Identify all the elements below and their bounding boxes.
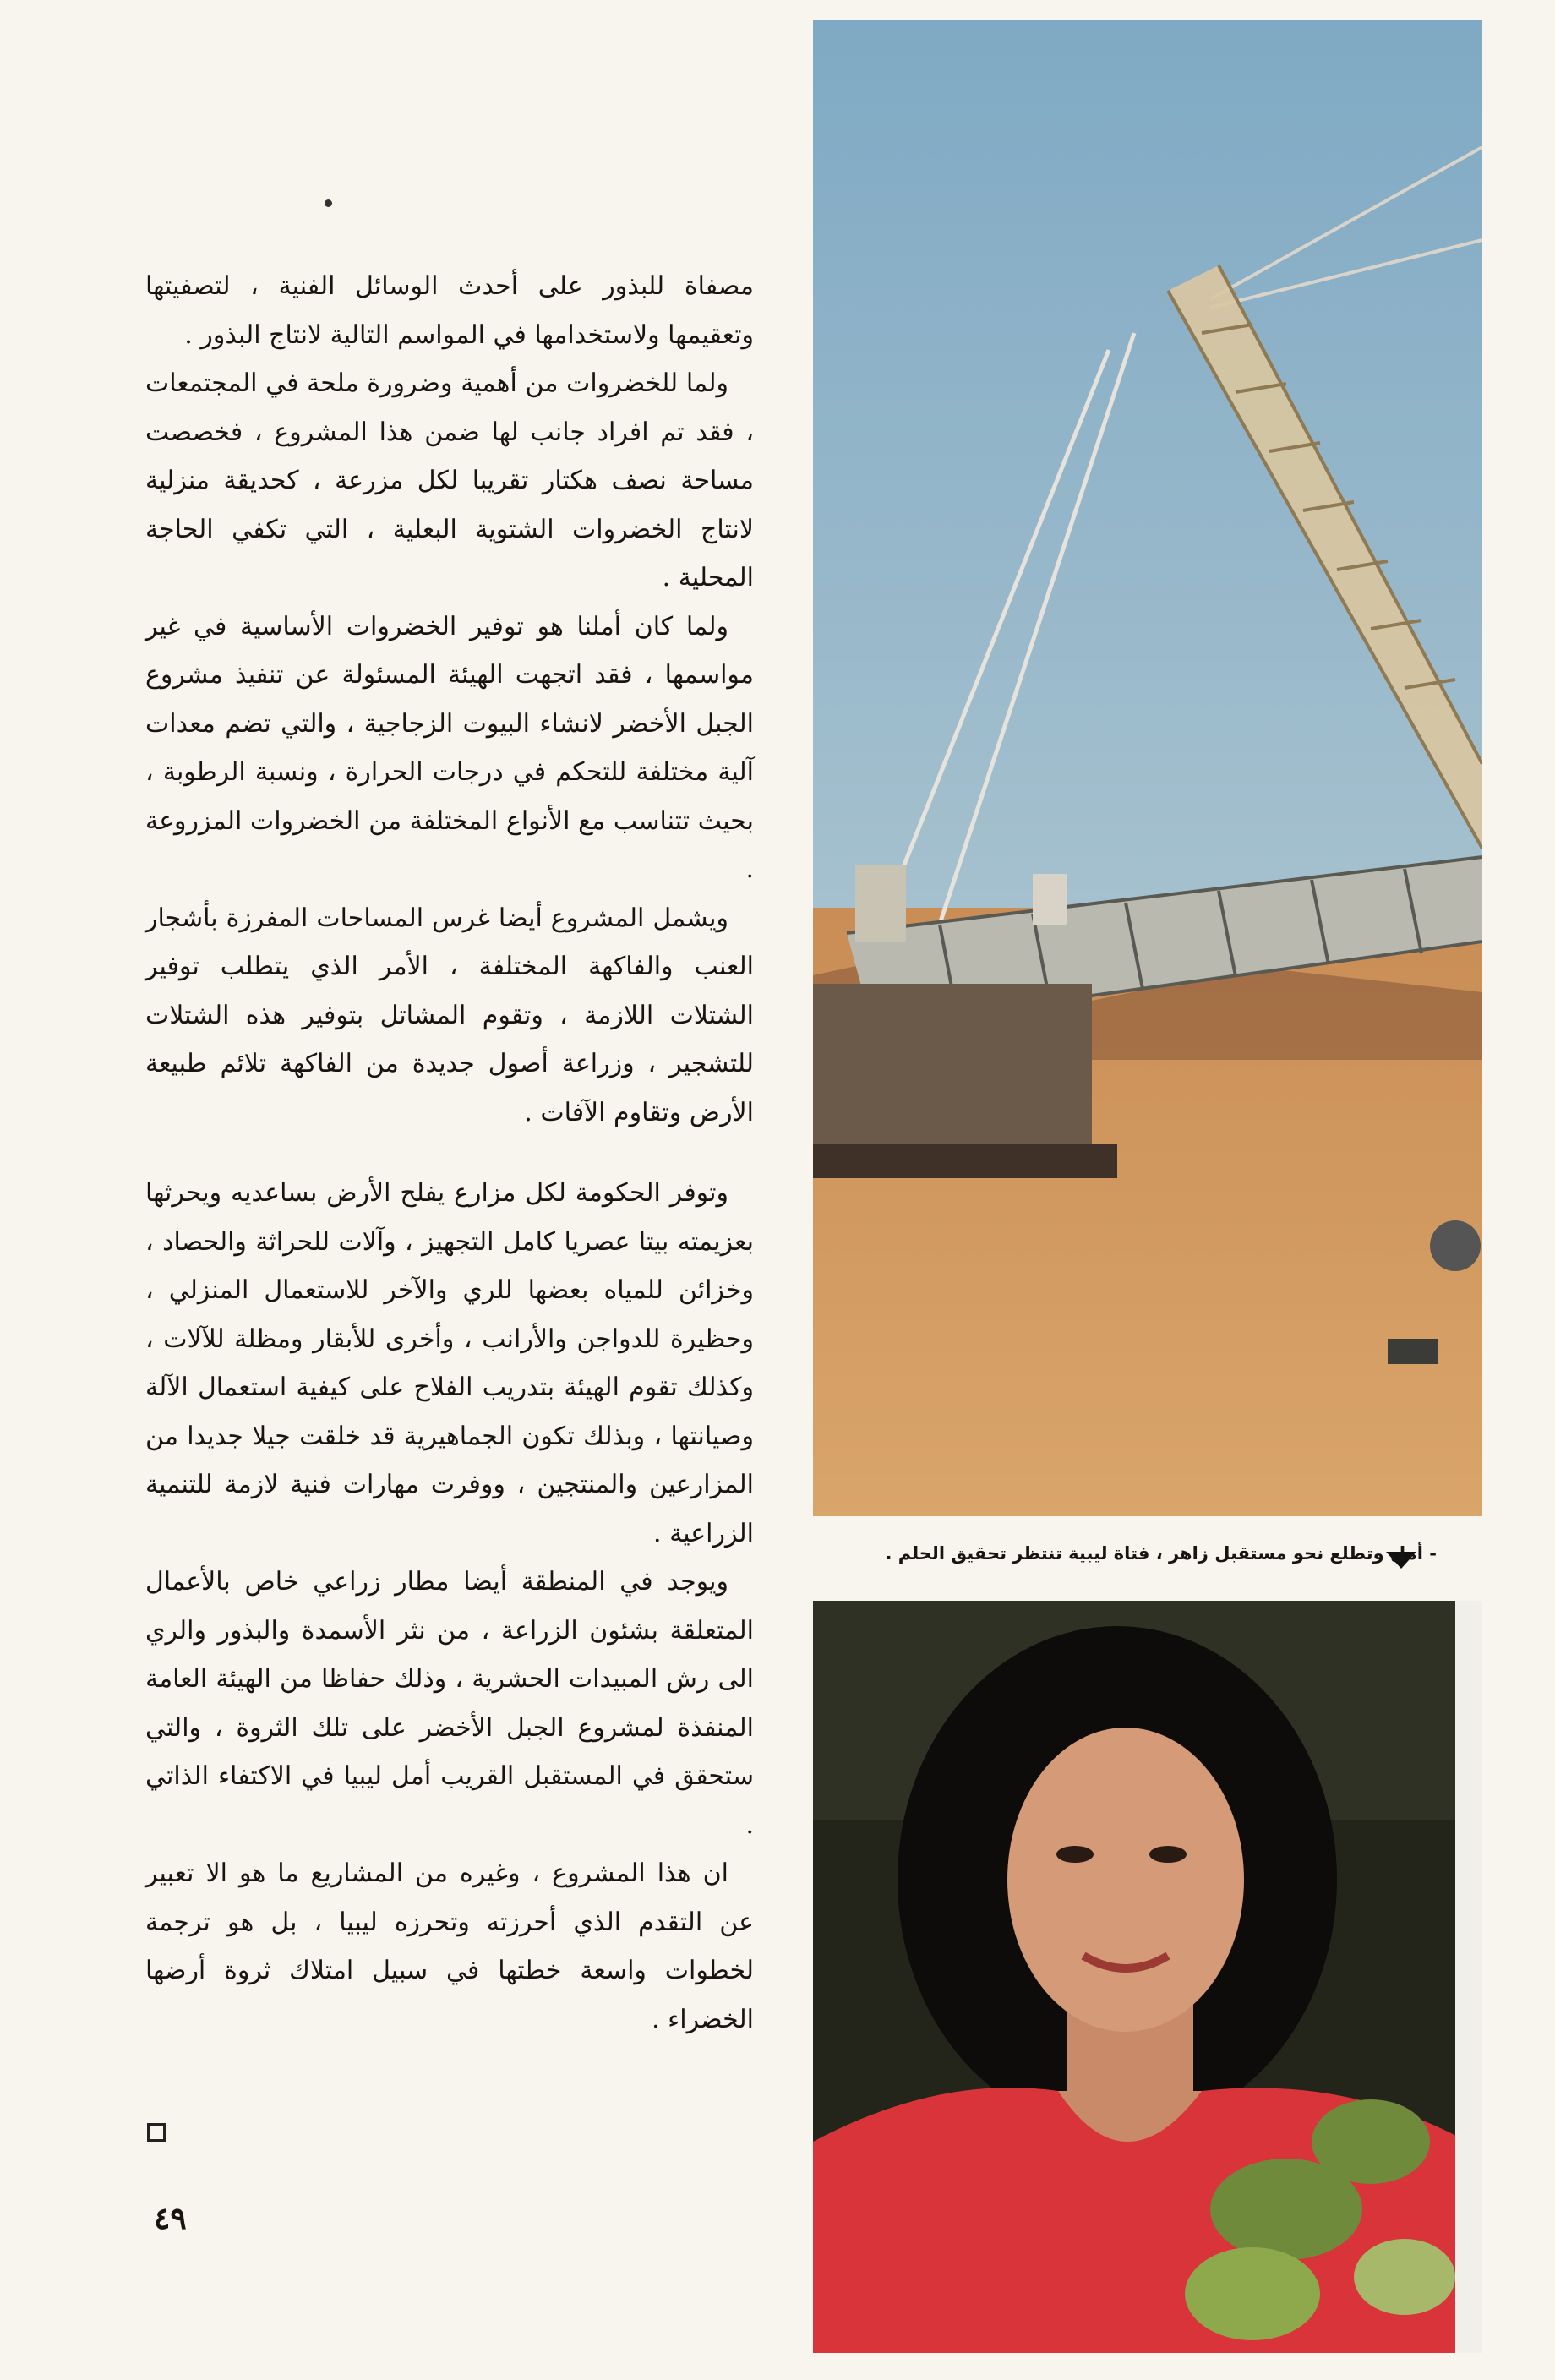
excavator-illustration [813, 20, 1482, 1516]
square-outline-icon [147, 2123, 166, 2142]
article-paragraph-4: ويشمل المشروع أيضا غرس المساحات المفرزة بأشجار العنب والفاكهة المختلفة ، الأمر الذي يتطلب توفير الشتلات اللازمة ، وتقوم المشاتل بتوفير هذه الشتلات للتشجير ، وزراعة أصول جديدة من الفاكهة تلائم طبيعة الأرض وتقاوم الآفات . [145, 903, 754, 1127]
photo-caption: - أمل وتطلع نحو مستقبل زاهر ، فتاة ليبية تنتظر تحقيق الحلم . [885, 1543, 1437, 1564]
article-paragraph-1: مصفاة للبذور على أحدث الوسائل الفنية ، لتصفيتها وتعقيمها ولاستخدامها في المواسم التالية لانتاج البذور . [145, 271, 754, 350]
page-number: ٤٩ [154, 2201, 187, 2236]
article-paragraph-3: ولما كان أملنا هو توفير الخضروات الأساسية في غير مواسمها ، فقد اتجهت الهيئة المسئولة عن تنفيذ مشروع الجبل الأخضر لانشاء البيوت الزجاجية ، والتي تضم معدات آلية مختلفة للتحكم في درجات الحرارة ، ونسبة الرطوبة ، بحيث تتناسب مع الأنواع المختلفة من الخضروات المزروعة . [145, 611, 754, 884]
excavator-photo [813, 20, 1482, 1516]
portrait-photo [813, 1601, 1482, 2353]
article-paragraph-6: ويوجد في المنطقة أيضا مطار زراعي خاص بالأعمال المتعلقة بشئون الزراعة ، من نثر الأسمدة والبذور والري الى رش المبيدات الحشرية ، وذلك حفاظا من الهيئة العامة المنفذة لمشروع الجبل الأخضر على تلك الثروة ، والتي ستحقق في المستقبل القريب أمل ليبيا في الاكتفاء الذاتي . [145, 1567, 754, 1840]
portrait-illustration [813, 1601, 1482, 2353]
article-text-column [145, 262, 754, 2044]
article-paragraph-7: ان هذا المشروع ، وغيره من المشاريع ما هو الا تعبير عن التقدم الذي أحرزته وتحرزه ليبيا ، بل هو ترجمة لخطوات واسعة خطتها في سبيل امتلاك ثروة أرضها الخضراء . [145, 1859, 754, 2034]
decorative-dot [325, 199, 332, 207]
article-paragraph-5: وتوفر الحكومة لكل مزارع يفلح الأرض بساعديه ويحرثها بعزيمته بيتا عصريا كامل التجهيز ، وآلات للحراثة والحصاد ، وخزائن للمياه بعضها للري والآخر للاستعمال المنزلي ، وحظيرة للدواجن والأرانب ، وأخرى للأبقار ومظلة للآلات ، وكذلك تقوم الهيئة بتدريب الفلاح على كيفية استعمال الآلة وصيانتها ، وبذلك تكون الجماهيرية قد خلقت جيلا جديدا من المزارعين والمنتجين ، ووفرت مهارات فنية لازمة للتنمية الزراعية . [145, 1178, 754, 1548]
article-paragraph-2: ولما للخضروات من أهمية وضرورة ملحة في المجتمعات ، فقد تم افراد جانب لها ضمن هذا المشروع ، فخصصت مساحة نصف هكتار تقريبا لكل مزرعة ، كحديقة منزلية لانتاج الخضروات الشتوية البعلية ، التي تكفي الحاجة المحلية . [145, 368, 754, 592]
